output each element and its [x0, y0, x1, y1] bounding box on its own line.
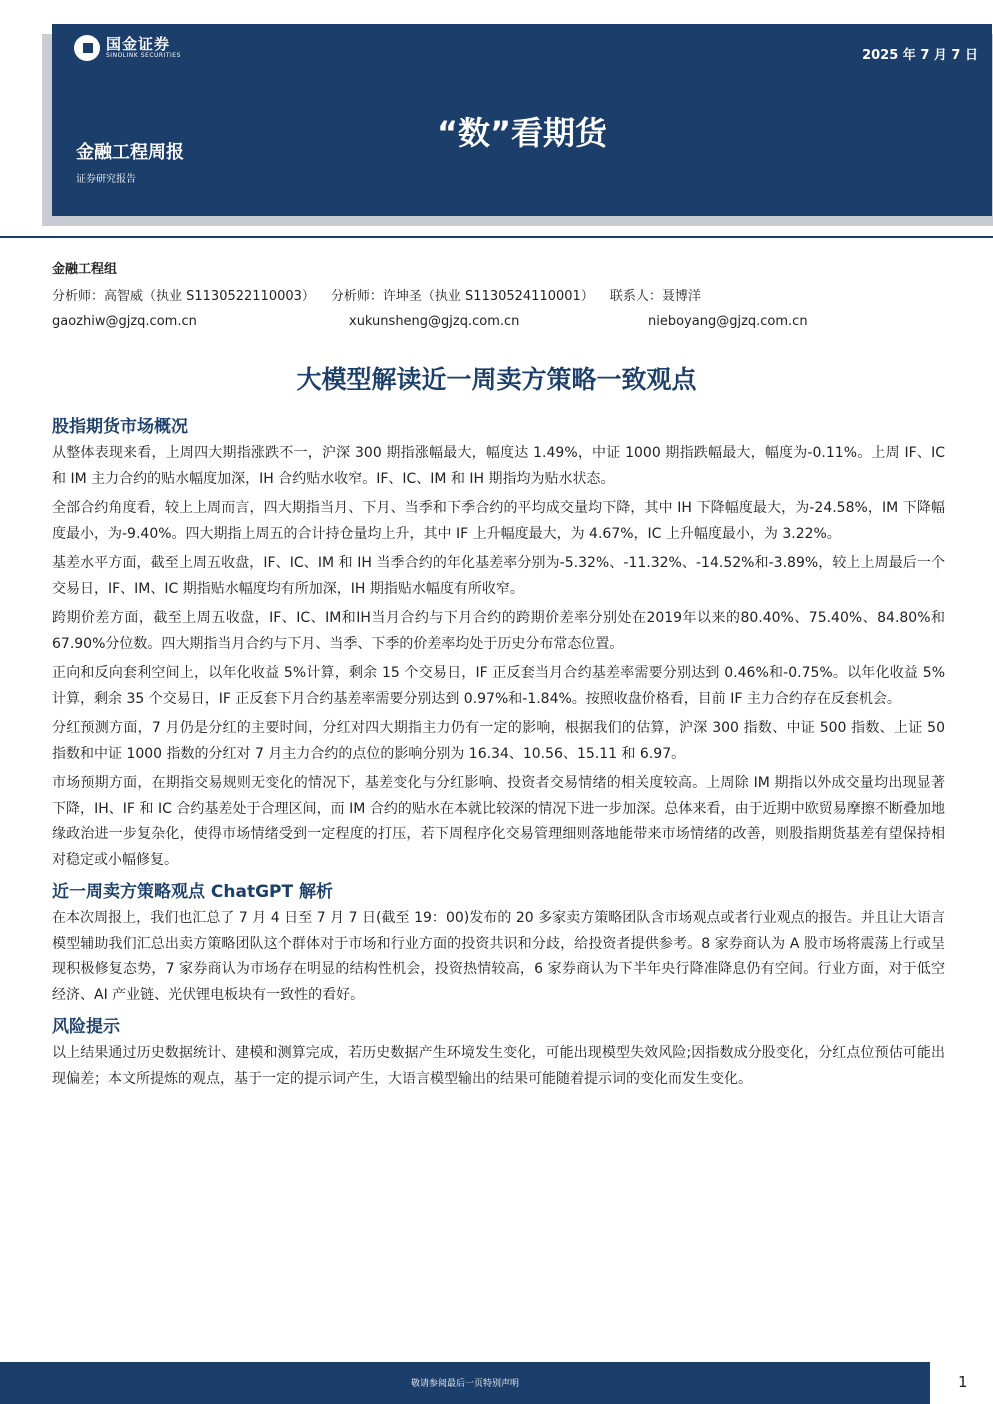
report-subtype: 证券研究报告 — [76, 174, 136, 185]
analyst-1: 分析师：高智威（执业 S1130522110003） — [52, 289, 315, 304]
paragraph: 分红预测方面，7 月仍是分红的主要时间，分红对四大期指主力仍有一定的影响，根据我们的估算，沪深 300 指数、中证 500 指数、上证 50 指数和中证 1000 指数的分红对 7 月主力合约的点位的影响分别为 16.34、10.56、15.11 和 6.97。 — [52, 720, 945, 762]
paragraph: 以上结果通过历史数据统计、建模和测算完成，若历史数据产生环境发生变化，可能出现模型失效风险;因指数成分股变化，分红点位预估可能出现偏差；本文所提炼的观点，基于一定的提示词产生，大语言模型输出的结果可能随着提示词的变化而发生变化。 — [52, 1045, 945, 1087]
paragraph: 市场预期方面，在期指交易规则无变化的情况下，基差变化与分红影响、投资者交易情绪的相关度较高。上周除 IM 期指以外成交量均出现显著下降，IH、IF 和 IC 合约基差处于合理区间，而 IM 合约的贴水在本就比较深的情况下进一步加深。总体来看，由于近期中欧贸易摩擦不断叠加地缘政治进一步复杂化，使得市场情绪受到一定程度的打压，若下周程序化交易管理细则落地能带来市场情绪的改善，则股指期货基差有望保持相对稳定或小幅修复。 — [52, 775, 945, 868]
company-logo — [74, 35, 181, 61]
email-3[interactable]: nieboyang@gjzq.com.cn — [648, 314, 808, 329]
paragraph: 从整体表现来看，上周四大期指涨跌不一，沪深 300 期指涨幅最大，幅度达 1.49%，中证 1000 期指跌幅最大，幅度为-0.11%。上周 IF、IC 和 IM 主力合约的贴水幅度加深，IH 合约贴水收窄。IF、IC、IM 和 IH 期指均为贴水状态。 — [52, 445, 945, 487]
team-name: 金融工程组 — [52, 262, 118, 277]
email-1[interactable]: gaozhiw@gjzq.com.cn — [52, 314, 197, 329]
contact-person: 联系人：聂博洋 — [609, 289, 701, 304]
header-divider — [0, 236, 993, 238]
main-title: 大模型解读近一周卖方策略一致观点 — [296, 365, 697, 394]
logo-en: SINOLINK SECURITIES — [106, 52, 181, 59]
paragraph: 在本次周报上，我们也汇总了 7 月 4 日至 7 月 7 日(截至 19：00)发布的 20 多家卖方策略团队含市场观点或者行业观点的报告。并且让大语言模型辅助我们汇总出卖方策略团队这个群体对于市场和行业方面的投资共识和分歧，给投资者提供参考。8 家券商认为 A 股市场将震荡上行或呈现积极修复态势，7 家券商认为市场存在明显的结构性机会，投资热情较高，6 家券商认为下半年央行降准降息仍有空间。行业方面，对于低空经济、AI 产业链、光伏锂电板块有一致性的看好。 — [52, 910, 945, 1003]
section-heading-market: 股指期货市场概况 — [52, 417, 188, 437]
report-title: “数”看期货 — [436, 114, 608, 152]
report-banner — [52, 24, 992, 216]
paragraph: 全部合约角度看，较上上周而言，四大期指当月、下月、当季和下季合约的平均成交量均下降，其中 IH 下降幅度最大，为-24.58%，IM 下降幅度最小，为-9.40%。四大期指上周五的合计持仓量均上升，其中 IF 上升幅度最大，为 4.67%，IC 上升幅度最小，为 3.22%。 — [52, 500, 945, 542]
footer-notice: 敬请参阅最后一页特别声明 — [410, 1379, 519, 1389]
section-heading-chatgpt: 近一周卖方策略观点 ChatGPT 解析 — [52, 882, 334, 902]
paragraph: 跨期价差方面，截至上周五收盘，IF、IC、IM和IH当月合约与下月合约的跨期价差率分别处在2019年以来的80.40%、75.40%、84.80%和 67.90%分位数。四大期指当月合约与下月、当季、下季的价差率均处于历史分布常态位置。 — [52, 610, 945, 652]
section-heading-risk: 风险提示 — [52, 1017, 120, 1037]
email-2[interactable]: xukunsheng@gjzq.com.cn — [349, 314, 520, 329]
page-number: 1 — [958, 1373, 968, 1391]
author-block — [52, 258, 952, 334]
report-body — [52, 410, 945, 1096]
email-line — [52, 314, 952, 334]
analyst-line — [52, 285, 952, 304]
report-type: 金融工程周报 — [76, 142, 184, 163]
logo-icon — [74, 35, 100, 61]
report-date: 2025 年 7 月 7 日 — [862, 48, 978, 63]
paragraph: 基差水平方面，截至上周五收盘，IF、IC、IM 和 IH 当季合约的年化基差率分别为-5.32%、-11.32%、-14.52%和-3.89%，较上上周最后一个交易日，IF、IM、IC 期指贴水幅度均有所加深，IH 期指贴水幅度有所收窄。 — [52, 555, 945, 597]
paragraph: 正向和反向套利空间上，以年化收益 5%计算，剩余 15 个交易日，IF 正反套当月合约基差率需要分别达到 0.46%和-0.75%。以年化收益 5%计算，剩余 35 个交易日，IF 正反套下月合约基差率需要分别达到 0.97%和-1.84%。按照收盘价格看，目前 IF 主力合约存在反套机会。 — [52, 665, 945, 707]
logo-cn: 国金证券 — [106, 35, 171, 53]
analyst-2: 分析师：许坤圣（执业 S1130524110001） — [330, 289, 594, 304]
